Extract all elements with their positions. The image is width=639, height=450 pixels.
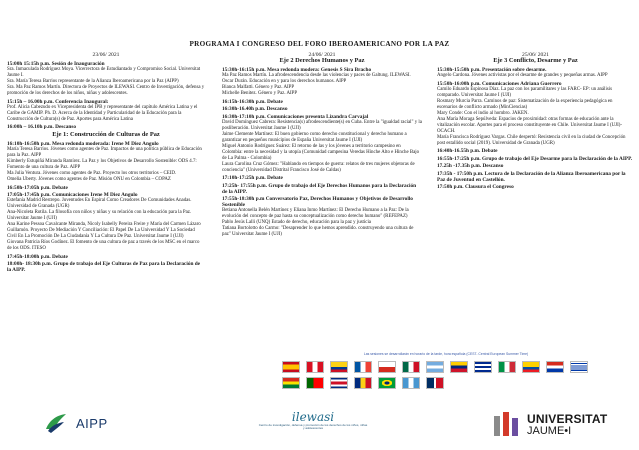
session-block — [222, 196, 422, 238]
program-title: PROGRAMA I CONGRESO DEL FORO IBEROAMERICANO POR LA PAZ — [189, 40, 450, 48]
session-line: Laura Carolina Cruz Gómez: "Hablando en tiempos de guerra: relatos de tres mujeres objetoras de conciencia" (Universidad Distrital Francisco José de Caldas) — [222, 161, 415, 173]
session-block — [437, 163, 634, 169]
cuba-flag-icon — [474, 361, 492, 373]
session-heading: 17:45h-18:00h p.m. Debate — [7, 253, 68, 260]
peru-flag-icon — [306, 361, 324, 373]
session-block — [7, 124, 205, 130]
session-line: Betiana Antonella Belén Martínez y Eliana Inmo Martínez: El Derecho Humano a la Paz: De la evolución del concepto de paz hasta su conceptualización como derecho humano" (REFEPAZ) — [222, 208, 409, 219]
session-line: Kimberly Estupiñá Miranda Ramírez. La Paz y los Objetivos de Desarrollo Sostenible: ODS 4.7: Fomento de una cultura de Paz. AIPP — [7, 159, 197, 170]
session-heading: 17:10h-17:25h p.m. Debate — [222, 175, 283, 181]
session-heading: 17:25h- 17:55h p.m. Grupo de trabajo del Eje Derechos Humanos para la Declaración de la AIPP. — [222, 182, 417, 195]
session-line: Miguel Antonio Rodríguez Suárez: El retorno de las y los jóvenes a territorio campesino en Colombia: entre la necesidad y la utopía (Comunidad campesina Veredas Hinche Alto e Hinche Bajo de La Palma - Colombia) — [222, 143, 420, 161]
session-line: Prof. Alicia Cabezudo ex Vicepresidenta del IPB y representante del capítulo América Latina y el Caribe de GAMIP. Ph. D. Acerca de la Identidad y Particularidad de la Educación para la Construcción de Cultura(s) de Paz. Aportes para América Latina — [7, 104, 198, 122]
session-block — [222, 67, 422, 97]
paraguay-flag-icon — [546, 361, 564, 373]
session-line: Bianca Malfatti. Género y Paz. AIPP — [222, 85, 295, 90]
spain-flag-icon — [282, 361, 300, 373]
brazil-flag-icon — [378, 377, 396, 389]
session-line: Sra. Ma Paz Ramos Martín. Directora de Proyectos de ILEWASI. Centro de Investigación, defensa y promoción de los derechos de los niños, niñas y adolescentes. — [7, 85, 205, 96]
session-line: Oscar Durán. Educación en y para los derechos humanos. AIPP — [222, 79, 347, 84]
colombia-flag-icon — [330, 361, 348, 373]
session-block — [7, 261, 205, 273]
chile-flag-icon — [378, 361, 396, 373]
session-line: Mary Conde: Con el indio al hombro. JAKEN. — [437, 110, 529, 116]
session-block — [222, 99, 422, 105]
argentina-flag-icon — [426, 361, 444, 373]
uji-wordmark-line2: JAUME•I — [527, 425, 572, 437]
aipp-logo — [42, 409, 108, 437]
session-block — [222, 106, 422, 112]
session-line: Giovana Patricia Ríos Godínez. El fomento de una cultura de paz a través de los MSC en el marco de los ODS. ITESO — [7, 240, 200, 251]
session-heading: 15:50h-16:00h p.m. Comunicaciones Adriana Guerrero — [437, 80, 562, 87]
session-line: María Francisca Rodríguez Vargas. Chile despertó: Resistencia civil en la ciudad de Concepción post estallido social (2019). Universidad de Granada (UGR) — [437, 134, 626, 146]
session-block — [7, 192, 205, 252]
session-block — [7, 185, 205, 191]
session-line: Angelo Cardona. Jóvenes activistas por el desarme de grandes y pequeñas armas. AIPP — [437, 73, 608, 78]
session-block — [437, 156, 634, 162]
session-block — [7, 61, 205, 97]
venezuela-flag-icon — [450, 361, 468, 373]
portugal-flag-icon — [306, 377, 324, 389]
session-line: Pablo Jesús Lalli (UNQ) Estado de derecho, educación para la paz y justicia — [222, 220, 371, 225]
session-heading: 16:40h-16.55h p.m. Debate — [437, 148, 498, 154]
session-line: Camilo Eduardo Espinosa Díaz. La paz con los paramilitares y las FARC- EP: un análisis comparado. Universitat Jaume I (UJI) — [437, 86, 612, 98]
axis-heading: Eje 2 Derechos Humanos y Paz — [279, 57, 365, 64]
session-block — [222, 114, 422, 174]
romania-flag-icon — [354, 377, 372, 389]
session-line: Ma Paz Ramos Martín. La afrodescendencia desde las violencias y paces de Galtung. ILEWASI. — [222, 73, 411, 78]
session-block — [437, 184, 634, 190]
session-heading: 17:35h - 17:50h p.m. Lectura de la Declaración de la Alianza Iberoamericana por la Paz de Juventud en Castellón. — [437, 170, 626, 183]
session-heading: 16:15h-16:30h p.m. Debate — [222, 98, 283, 105]
aipp-dove-icon — [42, 409, 70, 437]
france-flag-icon — [354, 361, 372, 373]
dominican-republic-flag-icon — [426, 377, 444, 389]
session-block — [437, 171, 634, 183]
axis-heading: Eje 3 Conflicto, Desarme y Paz — [493, 57, 578, 64]
uruguay-flag-icon — [570, 361, 588, 373]
bolivia-flag-icon — [282, 377, 300, 389]
session-heading: 18:00h- 18:30h p.m. Grupo de trabajo del Eje Culturas de Paz para la Declaración de la AIPP. — [7, 261, 201, 273]
day-column-2 — [222, 52, 422, 240]
session-heading: 17:50h p.m. Clausura el Congreso — [437, 184, 514, 190]
session-heading: 16:55h-17:25h p.m. Grupo de trabajo del Eje Desarme para la Declaración de la AIPP. — [437, 155, 633, 162]
day-date: 24/06/ 2021 — [308, 52, 336, 58]
session-line: Ana Karine Pessoa Cavalcante Miranda, Nicoly Isabelly Pereira Freire y María del Carmen Lázaro Guillamón. Proyecto De Mediación Y Conciliación: El Papel De La Universidad Y La Sociedad Civil En La Promoción De La Ciudadanía Y La Cultura De Paz. Universitat Jaume I (UJI) — [7, 222, 201, 239]
session-line: Ana María Moraga Sepúlveda: Espacios de proximidad: otras formas de educación ante la vitalización escolar. Aportes para el proceso constituyente en Chile. Universitat Jaume I (UJI)-OCACH. — [437, 116, 622, 134]
session-line: Sra. Inmaculada Rodríguez Moya. Vicerrectora de Estudiantado y Compromiso Social. Universitat Jaume I. — [7, 67, 201, 78]
costa-rica-flag-icon — [330, 377, 348, 389]
session-line: David Domínguez Cabrera: Resistencia(s) afrodescendiente(s) en Cuba. Entre la "igualdad racial" y la posliberación. Universitat Jaume I (UJI) — [222, 119, 422, 131]
uji-logo — [494, 412, 607, 438]
aipp-wordmark: AIPP — [76, 415, 108, 431]
timezone-note: Las sesiones se desarrollarán en horario de la tarde, hora española (CEST- Central European Summer Time) — [363, 352, 529, 356]
ilewasi-logo — [258, 410, 368, 431]
session-line: Jaime Clemente Martínez: El buen gobierno como derecho constitucional y derecho humano a garantizar en pequeños municipios de España Universitat Jaume I (UJI) — [222, 131, 407, 143]
session-heading: 17.25h -17.35h p.m. Descanso — [437, 163, 504, 169]
ilewasi-subtitle: Centro de investigación, defensa y promoción de los derechos de los niños, niñas y adolescentes — [258, 423, 368, 431]
session-line: Ma Julia Ventura. Jóvenes como agentes de Paz. Proyecto los otros territorios – CEID. — [7, 171, 177, 176]
uji-wordmark-line1: UNIVERSITAT — [527, 412, 608, 426]
day-column-1 — [7, 52, 205, 275]
session-heading: 15:00h 15:15h p.m. Sesión de Inauguración — [7, 61, 105, 67]
session-heading: 15:30h-16:15h p.m. Mesa redonda modera: Genesis S Sira Bracho — [222, 67, 372, 73]
session-heading: 16:10h-16:50h p.m. Mesa redonda moderada: Irene M Diez Angulo — [7, 141, 159, 147]
session-block — [7, 141, 205, 183]
session-block — [7, 99, 205, 123]
session-heading: 15:15h – 16.00h p.m. Conferencia Inaugural: — [7, 98, 109, 105]
session-heading: 16:50h-17:05h p.m. Debate — [7, 184, 68, 191]
session-block — [7, 254, 205, 260]
ecuador-flag-icon — [522, 361, 540, 373]
session-heading: 17:55h-18:30h p.m Conversatorio Paz, Derechos Humanos y Objetivos de Desarrollo Sostenible — [222, 196, 413, 208]
ilewasi-wordmark: ilewasi — [291, 410, 335, 424]
uji-emblem-icon — [494, 412, 522, 438]
day-date: 23/06/ 2021 — [92, 52, 120, 58]
session-block — [222, 183, 422, 195]
session-heading: 16:00h – 16.10h p.m. Descanso — [7, 124, 77, 130]
session-heading: 15:30h-15:50h p.m. Presentación sobre desarme. — [437, 67, 547, 73]
guatemala-flag-icon — [402, 377, 420, 389]
session-line: Michelle Benitez. Género y Paz. AIPP — [222, 91, 298, 96]
session-heading: 16:30h-17:10h p.m. Comunicaciones presenta Lizandra Carvajal — [222, 113, 369, 120]
italy-flag-icon — [498, 361, 516, 373]
session-line: Rosmary Murcia Parra. Caminos de paz: Sistematización de la experiencia pedagógica en escenarios de conflicto armado (MinCiencias) — [437, 98, 613, 110]
session-block — [437, 67, 634, 79]
session-line: Sra. María Teresa Barrios representante de la Alianza Iberoamericana por la Paz (AIPP) — [7, 79, 179, 84]
session-line: Omelia Uberty. Jóvenes como agentes de Paz. Misión ONU en Colombia – COPAZ — [7, 177, 171, 182]
session-heading: 16:30h-16.40h p.m. Descanso — [222, 106, 288, 112]
session-line: María Teresa Barrios. Jóvenes como agentes de Paz. Impactos de una política pública de Educación para la Paz. AIPP — [7, 147, 202, 158]
session-block — [437, 148, 634, 154]
session-heading: 17:05h-17:45h p.m. Comunicaciones Irene M Diez Angulo — [7, 192, 138, 198]
axis-heading: Eje 1: Construcción de Culturas de Paz — [52, 131, 160, 138]
session-block — [437, 81, 634, 147]
day-column-3 — [437, 52, 634, 192]
session-line: Estefanía Madrid Restrepo. Juventudes En Espiral Como Creadores De Comunidades Anadas. Universidad de Granada (UGR) — [7, 198, 192, 209]
mexico-flag-icon — [402, 361, 420, 373]
day-date: 25/06/ 2021 — [522, 52, 549, 58]
session-block — [222, 175, 422, 181]
session-line: Tatiana Bortolotto do Carmo: "Desaprender lo que hemos aprendido. construyendo una cultura de paz" Universitat Jaume I (UJI) — [222, 226, 414, 237]
session-line: Ana-Nicoleta Rotila. La filosofía con niños y niñas y su relación con la educación para la Paz. Universitat Jaume I (UJI) — [7, 210, 192, 221]
country-flags — [282, 361, 592, 389]
